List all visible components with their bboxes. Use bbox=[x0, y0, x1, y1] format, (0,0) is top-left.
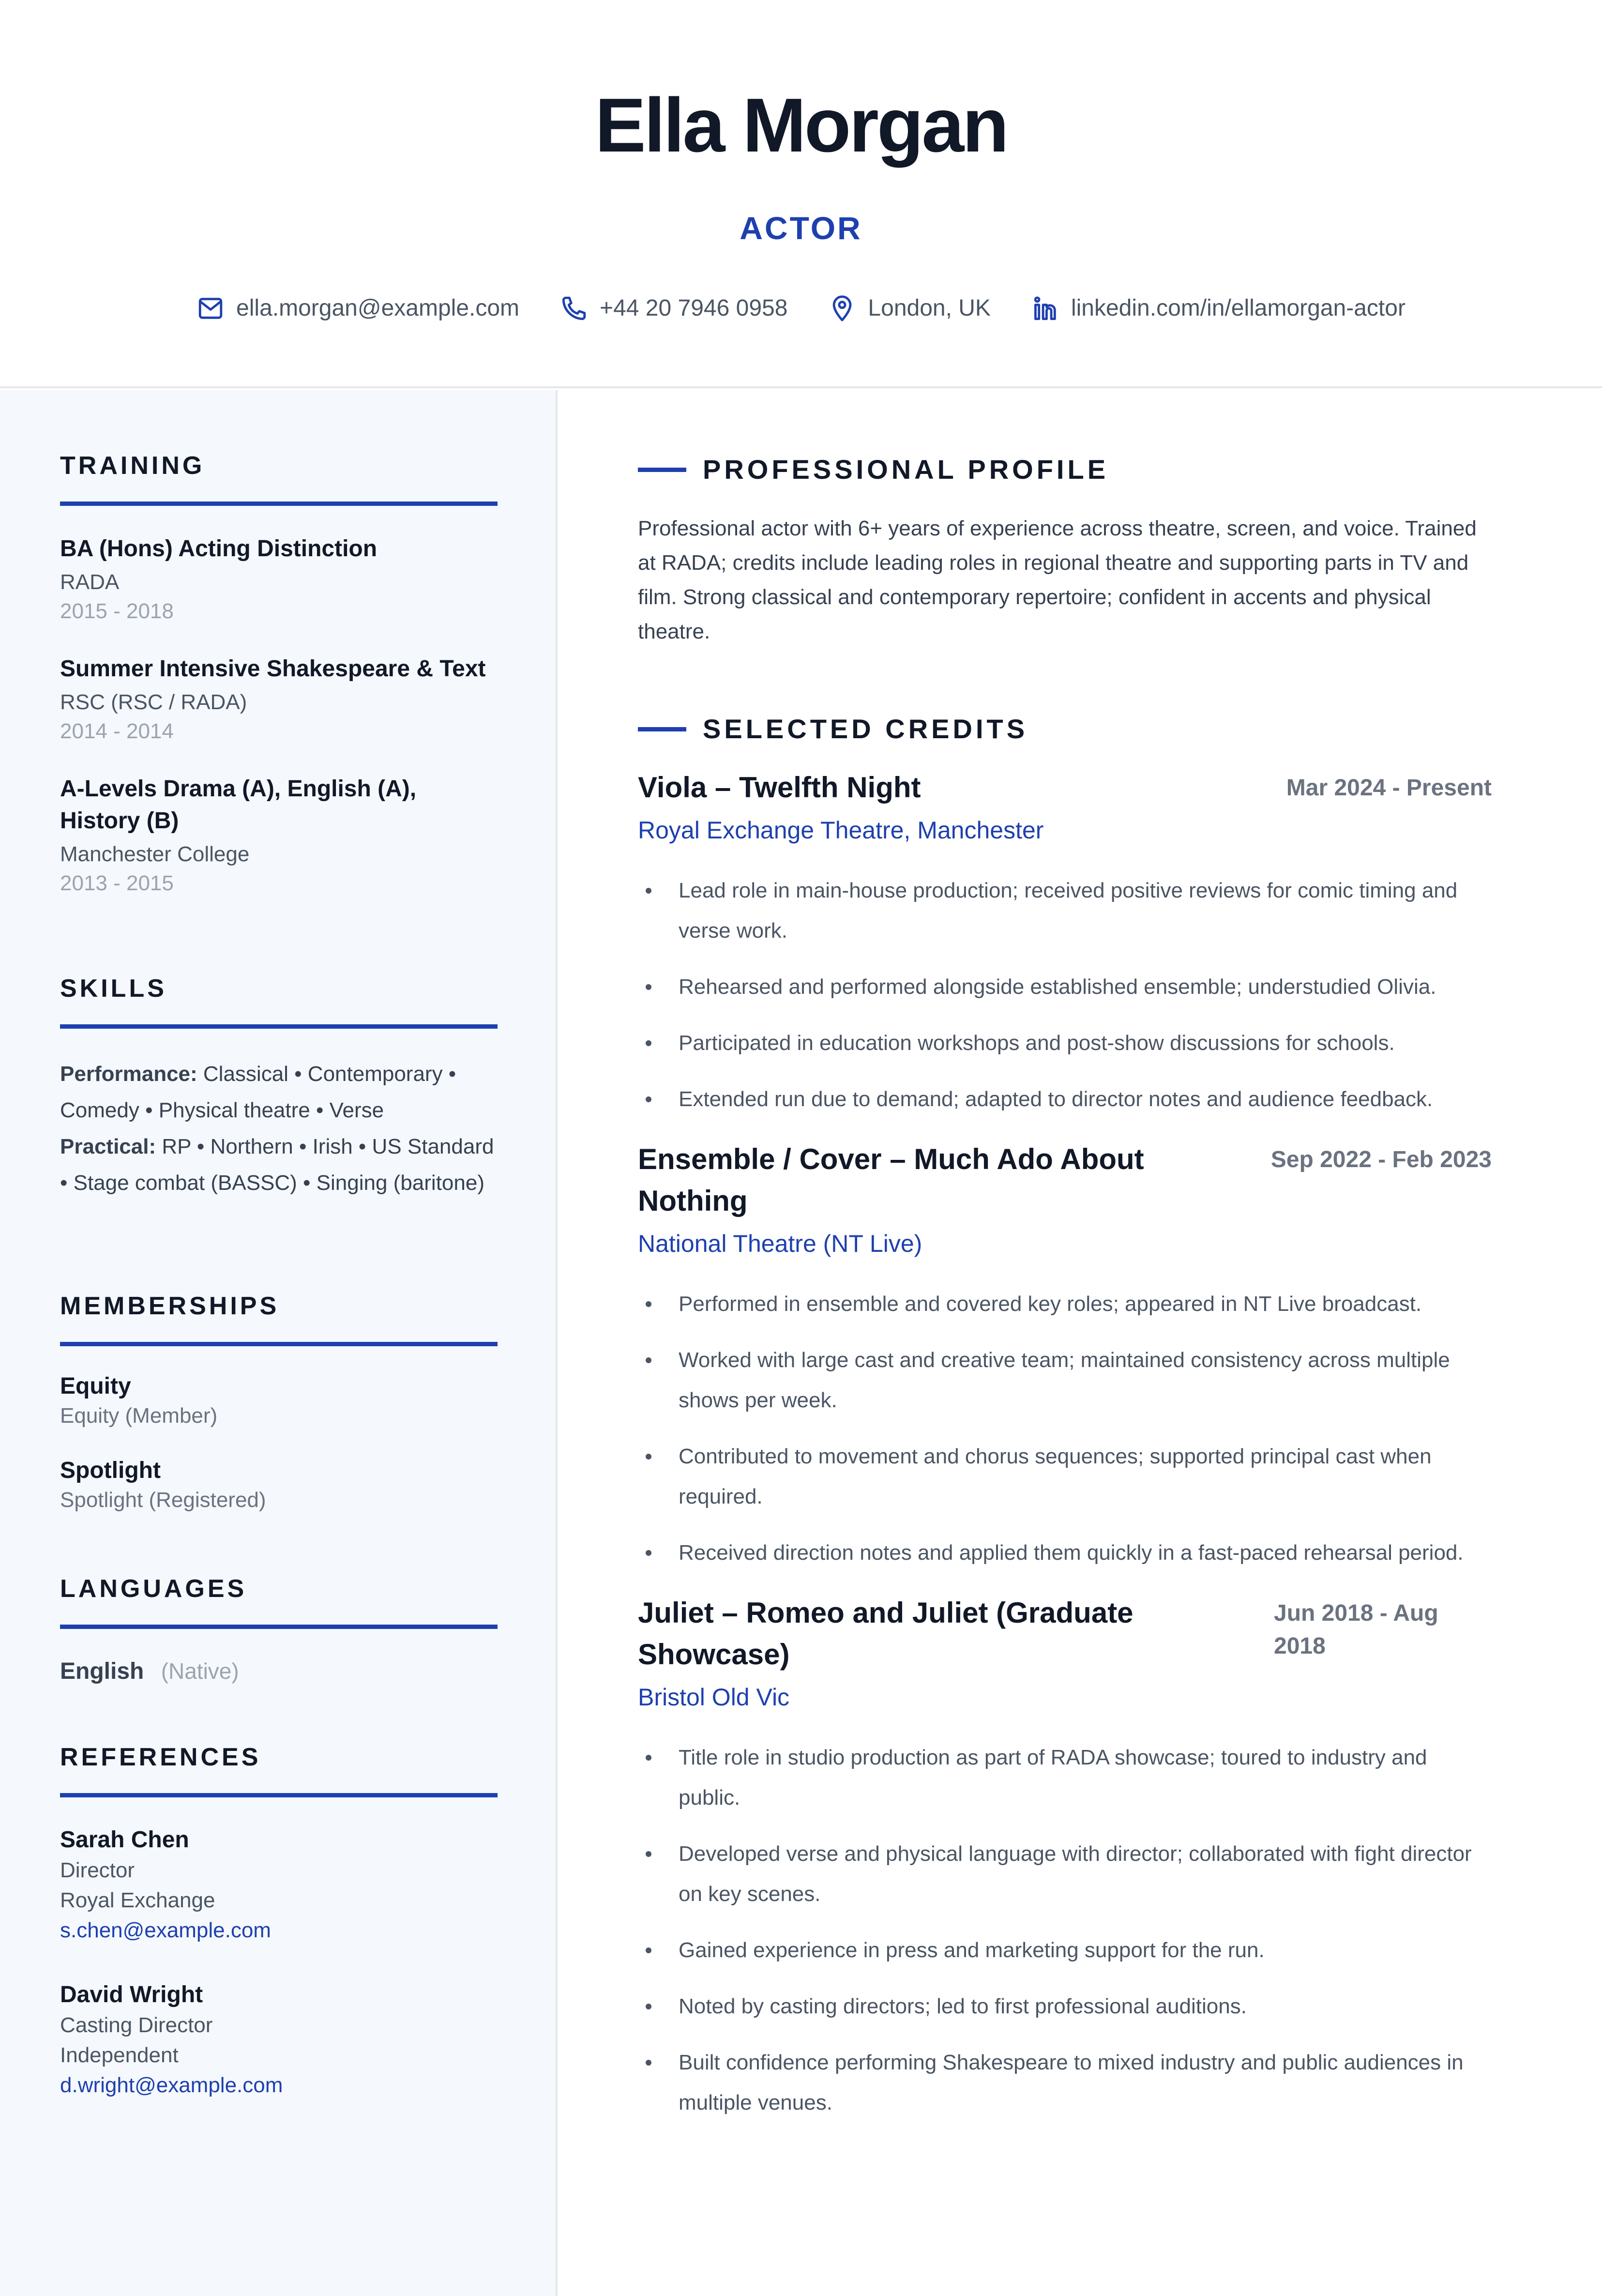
credit-role: Ensemble / Cover – Much Ado About Nothing bbox=[638, 1143, 1144, 1217]
skill-group-values: RP • Northern • Irish • US Standard • Stage combat (BASSC) • Singing (baritone) bbox=[60, 1135, 494, 1195]
credit-bullets bbox=[638, 1737, 1492, 2123]
profile-summary: Professional actor with 6+ years of experience across theatre, screen, and voice. Trained at RADA; credits include leading roles in regional theatre and supporting parts in TV and film. Strong classical and contemporary repertoire; confident in accents and physical theatre. bbox=[638, 517, 1477, 643]
credit-bullet: Performed in ensemble and covered key roles; appeared in NT Live broadcast. bbox=[638, 1284, 1492, 1324]
reference-name: David Wright bbox=[60, 1982, 203, 2007]
training-dates: 2013 - 2015 bbox=[60, 871, 174, 895]
reference-org: Royal Exchange bbox=[60, 1888, 215, 1912]
references-section bbox=[60, 1745, 498, 2100]
credit-venue: Royal Exchange Theatre, Manchester bbox=[638, 817, 1044, 844]
membership-detail: Equity (Member) bbox=[60, 1404, 218, 1428]
map-pin-icon bbox=[828, 294, 856, 322]
credit-bullet: Extended run due to demand; adapted to director notes and audience feedback. bbox=[638, 1079, 1492, 1119]
phone-icon bbox=[560, 294, 588, 322]
skills-list bbox=[60, 1056, 498, 1201]
reference-item bbox=[60, 1825, 498, 1946]
credit-bullets bbox=[638, 1284, 1492, 1573]
credits-heading-text: SELECTED CREDITS bbox=[703, 714, 1028, 744]
training-school: RSC (RSC / RADA) bbox=[60, 690, 247, 714]
resume-header bbox=[0, 0, 1602, 388]
reference-email-link[interactable]: d.wright@example.com bbox=[60, 2073, 283, 2097]
membership-item bbox=[60, 1371, 498, 1430]
credit-bullet: Title role in studio production as part of RADA showcase; toured to industry and public. bbox=[638, 1737, 1492, 1818]
membership-name: Spotlight bbox=[60, 1458, 161, 1483]
main-content bbox=[559, 390, 1602, 2296]
candidate-name: Ella Morgan bbox=[595, 83, 1007, 168]
training-item bbox=[60, 533, 498, 626]
credit-bullet: Received direction notes and applied them quickly in a fast-paced rehearsal period. bbox=[638, 1533, 1492, 1573]
credit-bullet: Worked with large cast and creative team; maintained consistency across multiple shows per week. bbox=[638, 1340, 1492, 1420]
job-title: ACTOR bbox=[740, 210, 862, 246]
credit-role: Viola – Twelfth Night bbox=[638, 771, 921, 804]
profile-section bbox=[638, 456, 1492, 649]
profile-heading bbox=[638, 456, 1492, 483]
credit-bullets bbox=[638, 870, 1492, 1119]
profile-heading-text: PROFESSIONAL PROFILE bbox=[703, 454, 1109, 485]
credit-venue: National Theatre (NT Live) bbox=[638, 1230, 922, 1257]
credit-role: Juliet – Romeo and Juliet (Graduate Showcase) bbox=[638, 1597, 1133, 1671]
contact-email[interactable] bbox=[196, 294, 519, 322]
memberships-heading: MEMBERSHIPS bbox=[60, 1293, 498, 1346]
sidebar bbox=[0, 390, 558, 2296]
membership-item bbox=[60, 1456, 498, 1515]
training-degree: A-Levels Drama (A), English (A), History (B) bbox=[60, 776, 417, 834]
credit-dates: Sep 2022 - Feb 2023 bbox=[1270, 1147, 1492, 1172]
credit-item bbox=[638, 767, 1492, 1119]
training-section bbox=[60, 453, 498, 898]
language-item bbox=[60, 1656, 498, 1687]
memberships-section bbox=[60, 1293, 498, 1515]
credit-venue: Bristol Old Vic bbox=[638, 1684, 790, 1711]
credit-bullet: Noted by casting directors; led to first professional auditions. bbox=[638, 1986, 1492, 2026]
contact-bar bbox=[0, 294, 1602, 322]
training-school: RADA bbox=[60, 570, 120, 594]
credit-bullet: Participated in education workshops and post-show discussions for schools. bbox=[638, 1023, 1492, 1063]
language-level: (Native) bbox=[161, 1658, 239, 1684]
training-dates: 2014 - 2014 bbox=[60, 719, 174, 743]
contact-phone[interactable] bbox=[560, 294, 787, 322]
credit-bullet: Built confidence performing Shakespeare to mixed industry and public audiences in multiple venues. bbox=[638, 2042, 1492, 2123]
mail-icon bbox=[196, 294, 225, 322]
credit-header bbox=[638, 767, 1492, 808]
linkedin-icon bbox=[1031, 294, 1059, 322]
reference-org: Independent bbox=[60, 2043, 179, 2067]
training-dates: 2015 - 2018 bbox=[60, 599, 174, 623]
credit-item bbox=[638, 1139, 1492, 1573]
heading-accent-bar bbox=[638, 468, 686, 472]
training-item bbox=[60, 653, 498, 746]
credit-bullet: Contributed to movement and chorus sequences; supported principal cast when required. bbox=[638, 1436, 1492, 1517]
credit-bullet: Rehearsed and performed alongside established ensemble; understudied Olivia. bbox=[638, 967, 1492, 1007]
skills-section bbox=[60, 976, 498, 1201]
credit-bullet: Gained experience in press and marketing support for the run. bbox=[638, 1930, 1492, 1970]
credit-header bbox=[638, 1139, 1492, 1222]
training-heading: TRAINING bbox=[60, 453, 498, 506]
heading-accent-bar bbox=[638, 727, 686, 731]
training-school: Manchester College bbox=[60, 842, 250, 866]
references-heading: REFERENCES bbox=[60, 1745, 498, 1797]
skills-heading: SKILLS bbox=[60, 976, 498, 1029]
training-degree: BA (Hons) Acting Distinction bbox=[60, 536, 378, 562]
contact-location bbox=[828, 294, 991, 322]
credit-bullet: Developed verse and physical language with director; collaborated with fight director on key scenes. bbox=[638, 1834, 1492, 1914]
training-item bbox=[60, 773, 498, 898]
reference-email-link[interactable]: s.chen@example.com bbox=[60, 1918, 271, 1942]
contact-phone-text: +44 20 7946 0958 bbox=[600, 295, 788, 321]
training-degree: Summer Intensive Shakespeare & Text bbox=[60, 656, 486, 682]
languages-heading: LANGUAGES bbox=[60, 1576, 498, 1629]
language-name: English bbox=[60, 1658, 144, 1684]
credit-dates: Jun 2018 - Aug 2018 bbox=[1274, 1600, 1438, 1659]
credits-section bbox=[638, 715, 1492, 2139]
membership-name: Equity bbox=[60, 1373, 131, 1399]
membership-detail: Spotlight (Registered) bbox=[60, 1488, 266, 1512]
reference-role: Casting Director bbox=[60, 2013, 213, 2037]
credit-item bbox=[638, 1592, 1492, 2123]
reference-name: Sarah Chen bbox=[60, 1827, 189, 1853]
skill-group-values: Classical • Contemporary • Comedy • Physical theatre • Verse bbox=[60, 1062, 456, 1122]
reference-role: Director bbox=[60, 1858, 135, 1882]
credit-bullet: Lead role in main-house production; received positive reviews for comic timing and verse work. bbox=[638, 870, 1492, 951]
contact-location-text: London, UK bbox=[868, 295, 991, 321]
credit-header bbox=[638, 1592, 1492, 1675]
contact-linkedin-text: linkedin.com/in/ellamorgan-actor bbox=[1071, 295, 1406, 321]
contact-linkedin[interactable] bbox=[1031, 294, 1406, 322]
skill-group-label: Practical: bbox=[60, 1135, 156, 1158]
reference-item bbox=[60, 1979, 498, 2100]
credits-heading bbox=[638, 715, 1492, 743]
contact-email-text: ella.morgan@example.com bbox=[236, 295, 520, 321]
skill-group-label: Performance: bbox=[60, 1062, 197, 1086]
languages-section bbox=[60, 1576, 498, 1687]
credit-dates: Mar 2024 - Present bbox=[1286, 775, 1492, 801]
